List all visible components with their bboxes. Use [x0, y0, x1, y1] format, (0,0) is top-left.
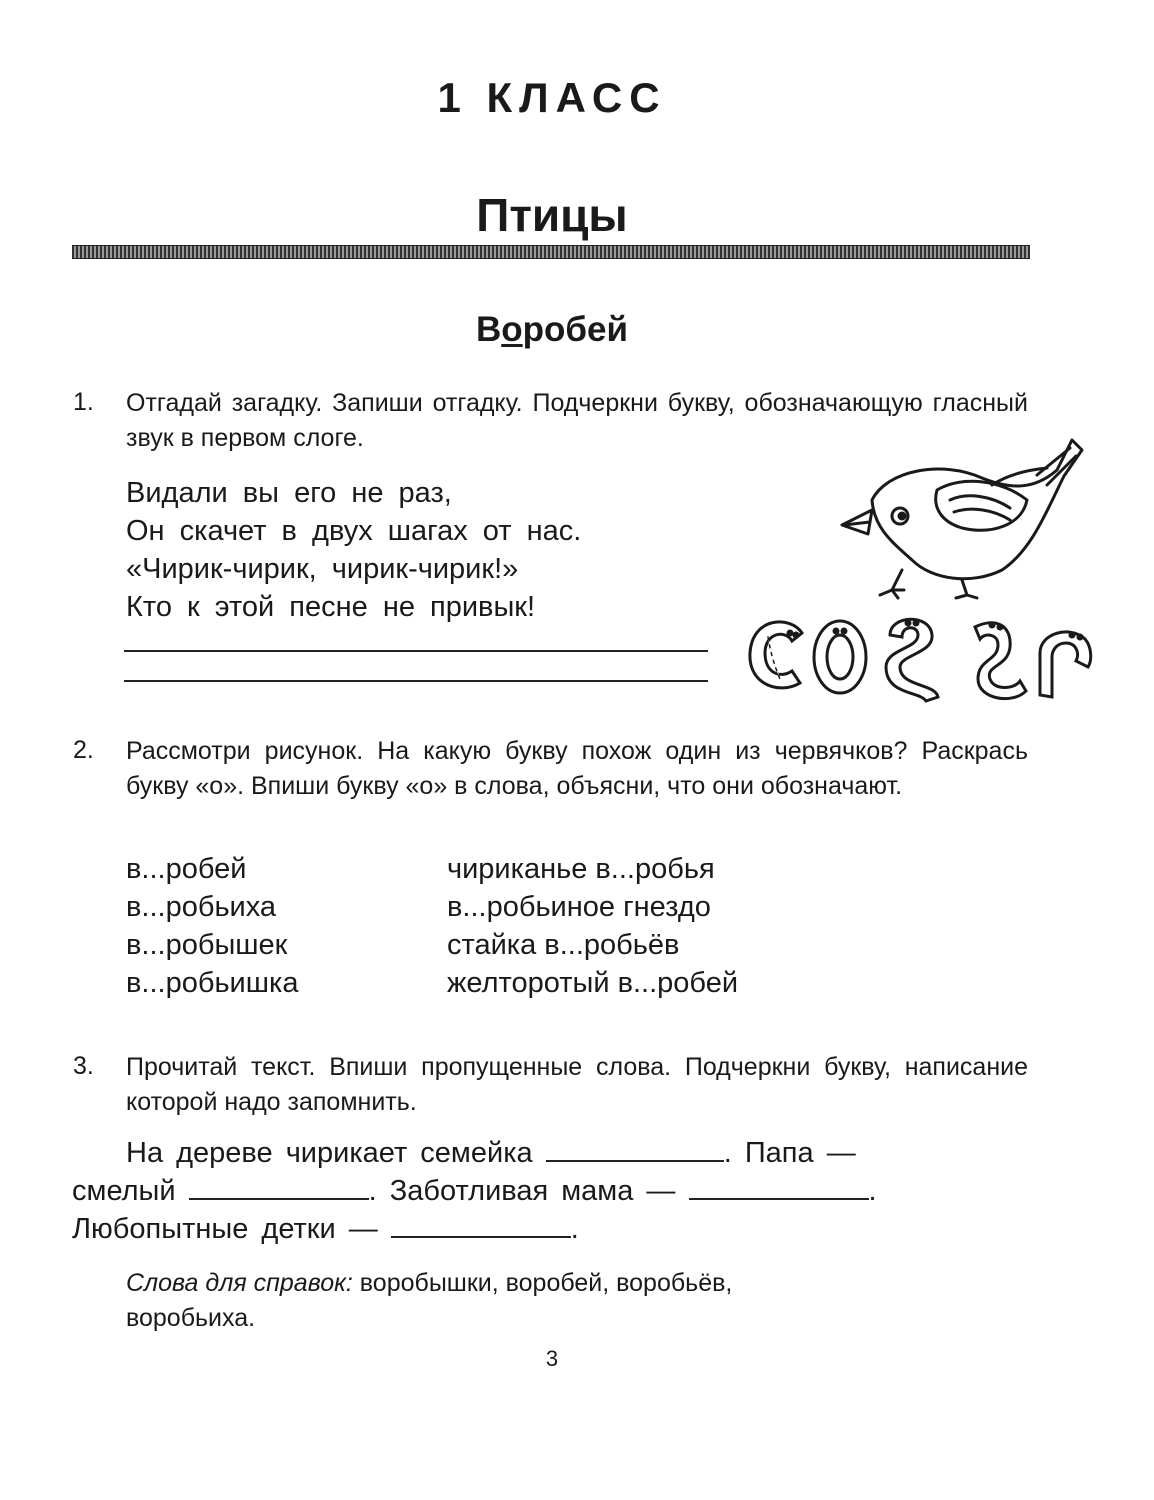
poem-line: «Чирик-чирик, чирик-чирик!»	[126, 553, 519, 585]
word-item: в...робьиное гнездо	[447, 891, 711, 923]
topic-title-underlined-letter: о	[501, 310, 523, 349]
fill-in-blank[interactable]	[689, 1176, 869, 1200]
word-item: в...робьиха	[126, 891, 277, 923]
word-item: желторотый в...робей	[447, 967, 739, 999]
grade-heading: 1 КЛАСС	[437, 74, 667, 121]
task-2-number: 2.	[73, 736, 94, 764]
page-number: 3	[545, 1346, 559, 1371]
topic-title	[0, 310, 1104, 350]
answer-line[interactable]	[124, 680, 708, 682]
word-item: чириканье в...робья	[447, 853, 715, 885]
task-3-instruction: Прочитай текст. Впиши пропущенные слова. Подчеркни букву, написание которой надо запомнить.	[126, 1053, 1028, 1116]
text-fragment: .	[570, 1213, 579, 1245]
topic-title-end: робей	[522, 310, 629, 349]
word-item: в...робей	[126, 853, 247, 885]
reference-words	[126, 1266, 1026, 1336]
word-list-right	[447, 850, 738, 1002]
word-list-left	[126, 850, 298, 1002]
text-fragment: .	[868, 1175, 877, 1207]
poem-line: Он скачет в двух шагах от нас.	[126, 515, 582, 547]
word-item: в...робышек	[126, 929, 288, 961]
poem-line: Видали вы его не раз,	[126, 477, 452, 509]
chapter-title: Птицы	[476, 189, 628, 241]
topic-title-start: В	[475, 310, 502, 349]
text-fragment: На дереве чирикает семейка	[126, 1137, 533, 1169]
reference-label: Слова для справок:	[126, 1269, 353, 1297]
fill-in-blank[interactable]	[546, 1138, 724, 1162]
text-line-1	[126, 1134, 856, 1172]
poem-line: Кто к этой песне не привык!	[126, 591, 536, 623]
answer-line[interactable]	[124, 650, 708, 652]
text-fragment: . Папа —	[723, 1137, 856, 1169]
text-line-3	[72, 1210, 579, 1248]
text-line-2	[72, 1172, 877, 1210]
worm-letters-icon	[740, 605, 1100, 705]
word-item: в...робьишка	[126, 967, 299, 999]
task-2-instruction: Рассмотри рисунок. На какую букву похож один из червячков? Раскрась букву «о». Впиши букву «о» в слова, объясни, что они обозначают.	[126, 737, 1028, 800]
sparrow-icon	[832, 430, 1092, 600]
word-item: стайка в...робьёв	[447, 929, 680, 961]
riddle-poem	[126, 474, 726, 626]
reference-list: воробышки, воробей, воробьёв,	[352, 1269, 733, 1297]
fill-in-blank[interactable]	[189, 1176, 369, 1200]
text-fragment: смелый	[72, 1175, 176, 1207]
task-1-number: 1.	[73, 388, 94, 416]
title-divider	[72, 245, 1030, 259]
reference-line: воробьиха.	[126, 1304, 256, 1332]
text-fragment: . Заботливая мама —	[368, 1175, 676, 1207]
fill-in-blank[interactable]	[391, 1214, 571, 1238]
task-3-number: 3.	[73, 1052, 94, 1080]
text-fragment: Любопытные детки —	[72, 1213, 378, 1245]
task-1-instruction: Отгадай загадку. Запиши отгадку. Подчеркни букву, обозначающую гласный звук в первом слоге.	[126, 389, 1028, 452]
reference-line	[126, 1266, 1026, 1301]
